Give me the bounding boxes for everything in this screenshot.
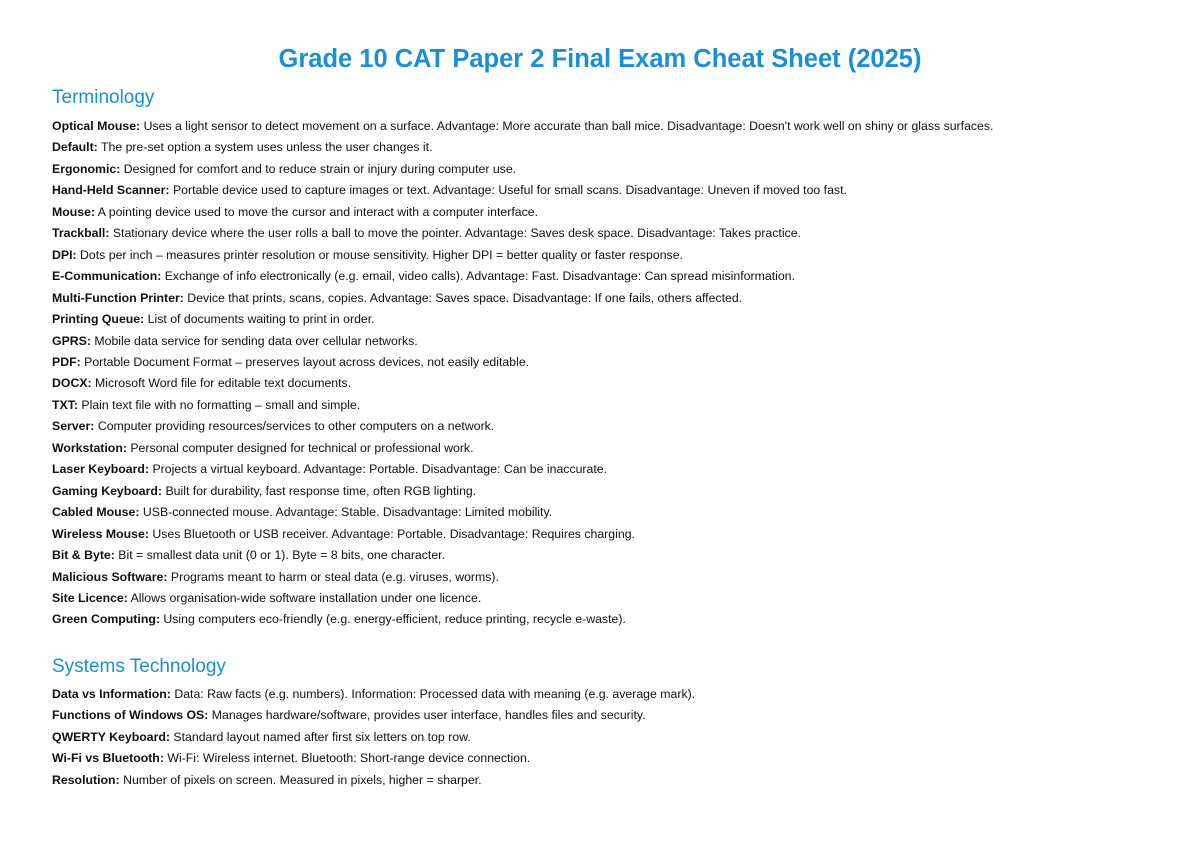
term-label: QWERTY Keyboard: (52, 729, 170, 744)
list-item (52, 705, 1148, 726)
term-description: Allows organisation-wide software installation under one licence. (130, 590, 482, 605)
term-description: Data: Raw facts (e.g. numbers). Information: Processed data with meaning (e.g. average mark). (174, 686, 696, 701)
list-item (52, 567, 1148, 588)
section-heading-systems-technology: Systems Technology (52, 655, 226, 677)
term-description: Personal computer designed for technical or professional work. (130, 440, 474, 455)
list-item (52, 116, 1148, 137)
term-description: Exchange of info electronically (e.g. email, video calls). Advantage: Fast. Disadvantage: Can spread misinformation. (164, 269, 795, 284)
term-label: Default: (52, 140, 98, 155)
term-label: Data vs Information: (52, 686, 171, 701)
term-label: Green Computing: (52, 612, 160, 627)
term-label: Workstation: (52, 440, 127, 455)
term-label: Printing Queue: (52, 312, 145, 327)
term-description: Computer providing resources/services to other computers on a network. (97, 419, 495, 434)
term-label: GPRS: (52, 333, 91, 348)
list-item (52, 524, 1148, 545)
term-description: Programs meant to harm or steal data (e.g. viruses, worms). (170, 569, 499, 584)
systems-technology-list (52, 684, 1148, 791)
term-label: Ergonomic: (52, 161, 121, 176)
term-label: Malicious Software: (52, 569, 168, 584)
term-label: DOCX: (52, 376, 92, 391)
list-item (52, 180, 1148, 201)
list-item (52, 373, 1148, 394)
term-description: Projects a virtual keyboard. Advantage: Portable. Disadvantage: Can be inaccurate. (152, 462, 608, 477)
term-description: Device that prints, scans, copies. Advantage: Saves space. Disadvantage: If one fails, others affected. (187, 290, 743, 305)
list-item (52, 137, 1148, 158)
term-description: Uses Bluetooth or USB receiver. Advantage: Portable. Disadvantage: Requires charging. (152, 526, 635, 541)
list-item (52, 331, 1148, 352)
list-item (52, 352, 1148, 373)
term-label: Hand-Held Scanner: (52, 183, 170, 198)
term-label: Bit & Byte: (52, 548, 115, 563)
term-label: DPI: (52, 247, 77, 262)
list-item (52, 684, 1148, 705)
list-item (52, 770, 1148, 791)
term-label: Optical Mouse: (52, 119, 141, 133)
list-item (52, 727, 1148, 748)
term-description: List of documents waiting to print in order. (147, 312, 375, 327)
term-label: Laser Keyboard: (52, 462, 150, 477)
page-title: Grade 10 CAT Paper 2 Final Exam Cheat Sheet (2025) (278, 45, 922, 73)
term-description: Using computers eco-friendly (e.g. energy-efficient, reduce printing, recycle e-waste). (163, 612, 626, 627)
list-item (52, 309, 1148, 330)
term-label: Multi-Function Printer: (52, 290, 184, 305)
list-item (52, 545, 1148, 566)
term-description: Designed for comfort and to reduce strain or injury during computer use. (123, 161, 517, 176)
term-description: A pointing device used to move the cursor and interact with a computer interface. (97, 204, 538, 219)
term-label: Mouse: (52, 204, 96, 219)
list-item (52, 395, 1148, 416)
list-item (52, 588, 1148, 609)
term-label: Gaming Keyboard: (52, 483, 163, 498)
list-item (52, 438, 1148, 459)
term-label: Site Licence: (52, 590, 128, 605)
term-label: E-Communication: (52, 269, 162, 284)
term-description: USB-connected mouse. Advantage: Stable. Disadvantage: Limited mobility. (142, 505, 553, 520)
term-label: Cabled Mouse: (52, 505, 140, 520)
term-label: Wireless Mouse: (52, 526, 149, 541)
list-item (52, 288, 1148, 309)
term-description: Stationary device where the user rolls a ball to move the pointer. Advantage: Saves desk space. Disadvantage: Takes practice. (112, 226, 801, 241)
term-description: Microsoft Word file for editable text documents. (95, 376, 352, 391)
term-label: Wi-Fi vs Bluetooth: (52, 751, 164, 766)
term-description: Dots per inch – measures printer resolution or mouse sensitivity. Higher DPI = better quality or faster response. (80, 247, 683, 262)
term-description: Bit = smallest data unit (0 or 1). Byte = 8 bits, one character. (118, 548, 445, 563)
list-item (52, 245, 1148, 266)
term-description: Wi-Fi: Wireless internet. Bluetooth: Short-range device connection. (167, 751, 531, 766)
term-label: Functions of Windows OS: (52, 708, 209, 723)
list-item (52, 202, 1148, 223)
list-item (52, 609, 1148, 630)
term-label: Resolution: (52, 772, 120, 787)
section-heading-terminology: Terminology (52, 87, 155, 108)
list-item (52, 159, 1148, 180)
term-description: Uses a light sensor to detect movement on a surface. Advantage: More accurate than ball mice. Disadvantage: Doesn't work well on shiny or glass surfaces. (143, 119, 994, 133)
term-label: TXT: (52, 397, 78, 412)
list-item (52, 481, 1148, 502)
list-item (52, 416, 1148, 437)
term-label: Trackball: (52, 226, 110, 241)
term-description: Standard layout named after first six letters on top row. (173, 729, 471, 744)
list-item (52, 266, 1148, 287)
term-description: Manages hardware/software, provides user interface, handles files and security. (211, 708, 646, 723)
term-description: Built for durability, fast response time, often RGB lighting. (165, 483, 477, 498)
list-item (52, 748, 1148, 769)
term-description: Mobile data service for sending data over cellular networks. (94, 333, 418, 348)
terminology-list (52, 116, 1148, 631)
term-description: Portable device used to capture images or text. Advantage: Useful for small scans. Disadvantage: Uneven if moved too fast. (172, 183, 847, 198)
term-description: The pre-set option a system uses unless the user changes it. (100, 140, 433, 155)
term-label: PDF: (52, 354, 81, 369)
list-item (52, 459, 1148, 480)
term-label: Server: (52, 419, 95, 434)
term-description: Portable Document Format – preserves layout across devices, not easily editable. (84, 354, 530, 369)
term-description: Number of pixels on screen. Measured in pixels, higher = sharper. (123, 772, 482, 787)
term-description: Plain text file with no formatting – small and simple. (81, 397, 361, 412)
list-item (52, 502, 1148, 523)
list-item (52, 223, 1148, 244)
